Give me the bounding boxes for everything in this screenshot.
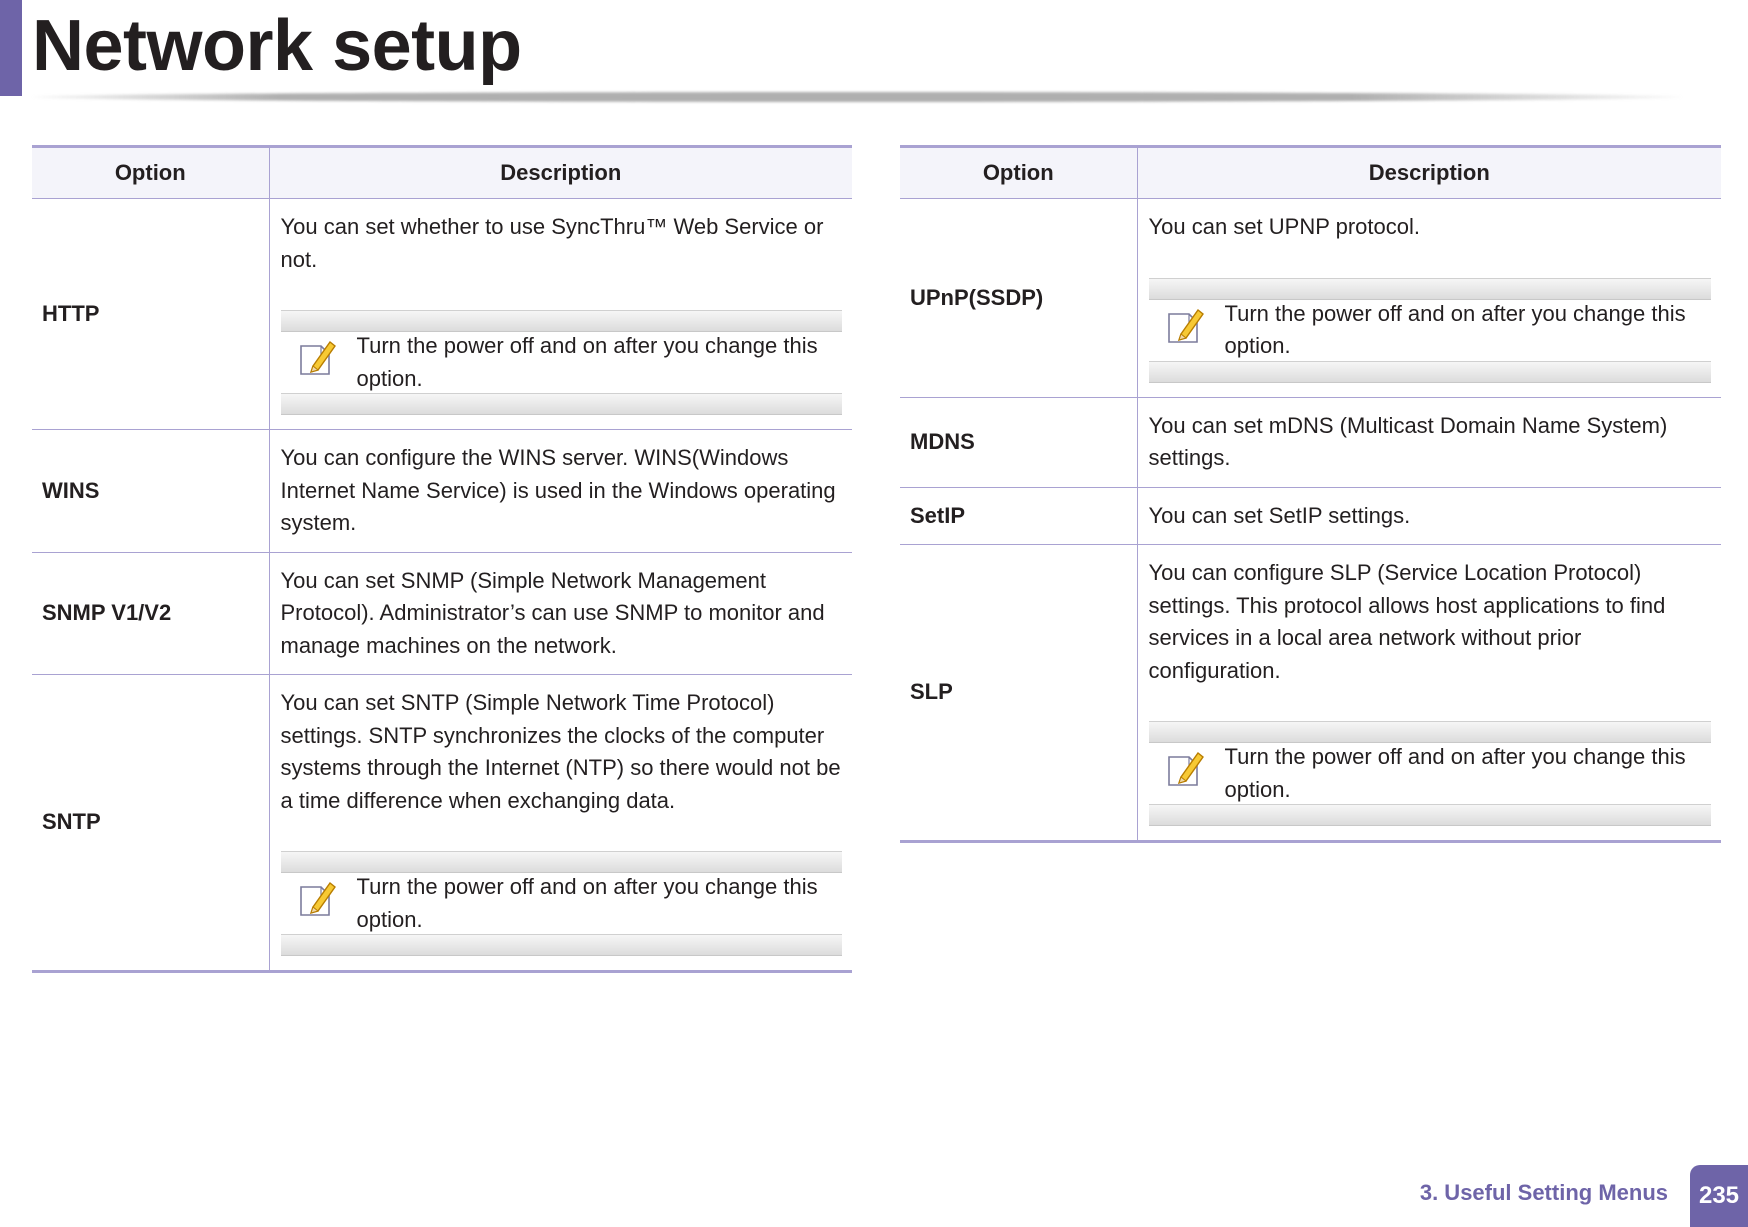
option-description-cell xyxy=(1137,487,1721,545)
footer-section-label: 3. Useful Setting Menus xyxy=(1419,1180,1668,1205)
note-pencil-icon xyxy=(297,879,337,919)
option-description: You can configure SLP (Service Location Protocol) settings. This protocol allows host applications to find services in a local area network without prior configuration. xyxy=(1148,560,1666,683)
note-pencil-icon xyxy=(1165,749,1205,789)
option-description-cell xyxy=(1137,397,1721,487)
option-name: UPnP(SSDP) xyxy=(900,199,1137,398)
table-row xyxy=(900,199,1721,398)
option-name: MDNS xyxy=(900,397,1137,487)
note-text: Turn the power off and on after you change this option. xyxy=(356,874,818,932)
option-description: You can configure the WINS server. WINS(Windows Internet Name Service) is used in the Windows operating system. xyxy=(280,445,836,535)
option-description-cell xyxy=(269,430,852,553)
column-header-option: Option xyxy=(32,147,269,199)
note-box xyxy=(1149,721,1712,826)
option-name: SetIP xyxy=(900,487,1137,545)
option-description: You can set mDNS (Multicast Domain Name System) settings. xyxy=(1148,412,1668,470)
note-box xyxy=(281,310,843,415)
column-header-description: Description xyxy=(1137,147,1721,199)
note-pencil-icon xyxy=(1165,306,1205,346)
option-description: You can set SetIP settings. xyxy=(1148,502,1411,528)
option-description: You can set whether to use SyncThru™ Web Service or not. xyxy=(280,214,824,272)
option-name: SNTP xyxy=(32,675,269,972)
note-pencil-icon xyxy=(297,338,337,378)
column-header-description: Description xyxy=(269,147,852,199)
note-box xyxy=(281,851,843,956)
note-box xyxy=(1149,278,1712,383)
note-text: Turn the power off and on after you change this option. xyxy=(1224,300,1686,358)
table-row xyxy=(900,487,1721,545)
page-number-badge: 235 xyxy=(1690,1165,1748,1227)
options-table-right xyxy=(900,145,1721,843)
option-description-cell xyxy=(269,552,852,675)
option-description: You can set UPNP protocol. xyxy=(1148,214,1420,239)
option-name: SNMP V1/V2 xyxy=(32,552,269,675)
table-row xyxy=(32,552,852,675)
column-header-option: Option xyxy=(900,147,1137,199)
table-row xyxy=(32,430,852,553)
option-description: You can set SNTP (Simple Network Time Protocol) settings. SNTP synchronizes the clocks of the computer systems through the Internet (NTP) so there would not be a time difference when exchanging data. xyxy=(280,690,841,813)
header-accent-bar xyxy=(0,0,22,96)
table-row xyxy=(32,675,852,972)
option-description: You can set SNMP (Simple Network Management Protocol). Administrator’s can use SNMP to monitor and manage machines on the network. xyxy=(280,567,825,658)
table-row xyxy=(32,199,852,430)
table-row xyxy=(900,397,1721,487)
option-name: WINS xyxy=(32,430,269,553)
option-name: HTTP xyxy=(32,199,269,430)
option-description-cell xyxy=(1137,199,1721,398)
page-title: Network setup xyxy=(32,6,522,86)
title-underline xyxy=(32,92,1682,102)
option-description-cell xyxy=(1137,545,1721,842)
option-description-cell xyxy=(269,199,852,430)
note-text: Turn the power off and on after you change this option. xyxy=(1224,744,1686,802)
option-description-cell xyxy=(269,675,852,972)
table-header-row xyxy=(32,147,852,199)
options-table-left xyxy=(32,145,852,973)
note-text: Turn the power off and on after you change this option. xyxy=(356,333,818,391)
table-header-row xyxy=(900,147,1721,199)
table-row xyxy=(900,545,1721,842)
option-name: SLP xyxy=(900,545,1137,842)
